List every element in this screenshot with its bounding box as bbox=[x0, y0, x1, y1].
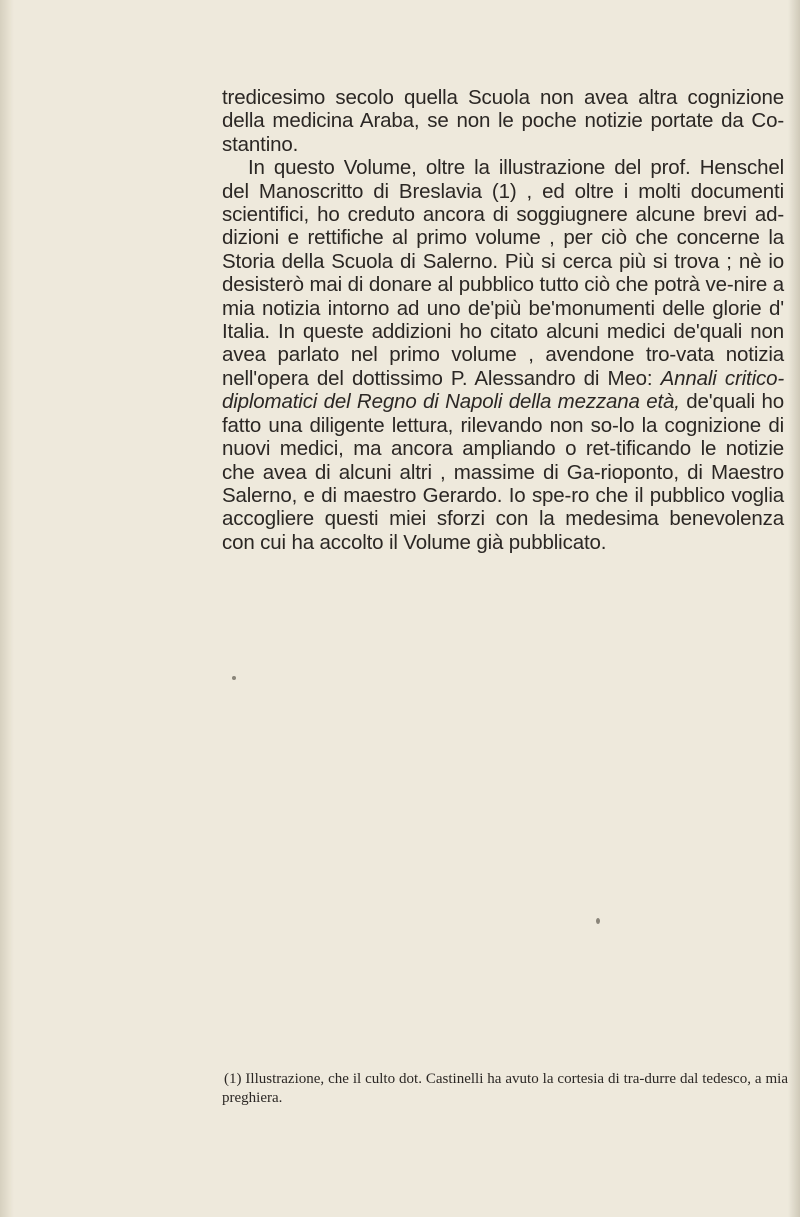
main-text-block bbox=[222, 86, 784, 554]
ink-speck bbox=[232, 676, 236, 680]
paragraph-1: tredicesimo secolo quella Scuola non avea altra cognizione della medicina Araba, se non le poche notizie portate da Co-stantino. bbox=[222, 86, 784, 156]
page-right-edge bbox=[788, 0, 800, 1217]
paragraph-2-part-1: In questo Volume, oltre la illustrazione del prof. Henschel del Manoscritto di Breslavia (1) , ed oltre i molti documenti scientifici, ho creduto ancora di soggiugnere alcune brevi ad-dizioni e rettifiche al primo volume , per ciò che concerne la Storia della Scuola di Salerno. Più si cerca più si trova ; nè io desisterò mai di donare al pubblico tutto ciò che potrà ve-nire a mia notizia intorno ad uno de'più be'monumenti delle glorie d' Italia. In queste addizioni ho citato alcuni medici de'quali non avea parlato nel primo volume , avendone tro-vata notizia nell'opera del dottissimo P. Alessandro di Meo: bbox=[222, 156, 784, 390]
footnote-text: (1) Illustrazione, che il culto dot. Castinelli ha avuto la cortesia di tra-durre dal tedesco, a mia preghiera. bbox=[222, 1071, 788, 1106]
footnote bbox=[222, 1070, 788, 1108]
paragraph-2-part-2: de'quali ho fatto una diligente lettura, rilevando non so-lo la cognizione di nuovi medici, ma ancora ampliando o ret-tificando le notizie che avea di alcuni altri , massime di Ga-riopontо, di Maestro Salerno, e di maestro Gerardo. Io spe-ro che il pubblico voglia accogliere questi miei sforzi con la medesima benevolenza con cui ha accolto il Volume già pubblicato. bbox=[222, 390, 784, 554]
book-title-italic: Annali critico-diplomatici del Regno di Napoli della mezzana età, bbox=[222, 366, 785, 414]
ink-speck bbox=[596, 918, 600, 924]
page-left-edge bbox=[0, 0, 14, 1217]
paragraph-2 bbox=[222, 156, 784, 554]
